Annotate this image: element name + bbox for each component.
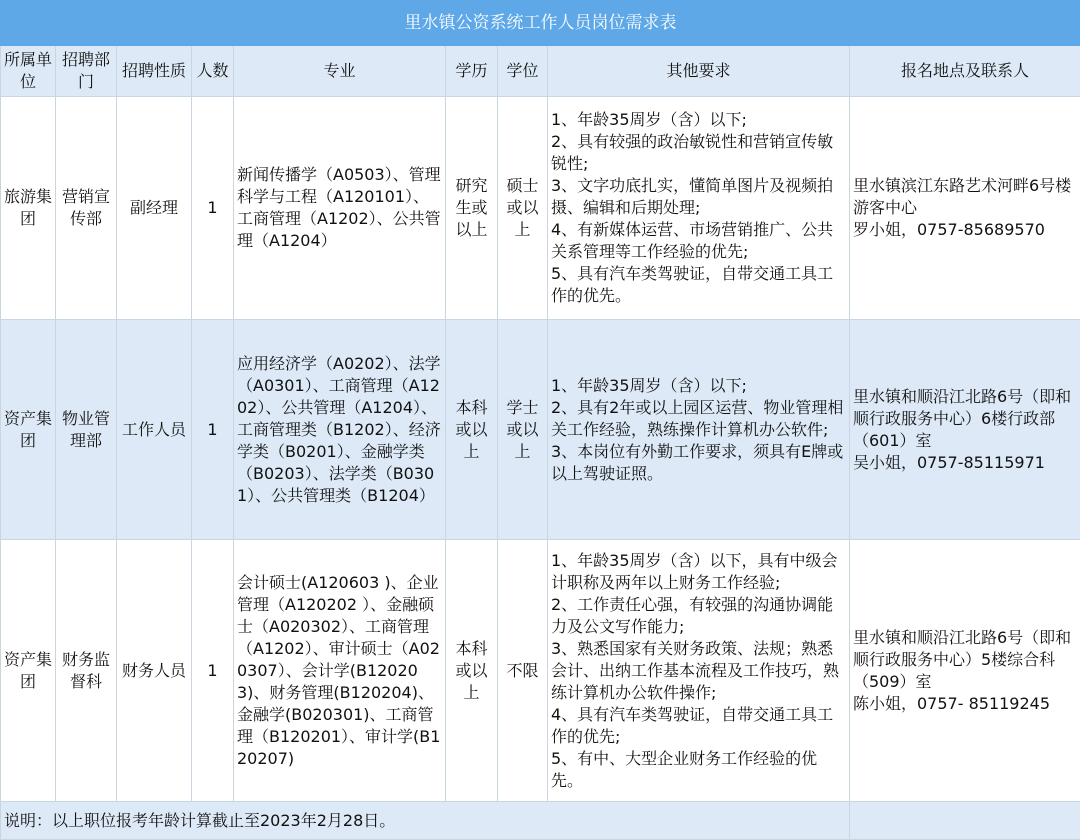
- cell-count: 1: [192, 97, 234, 320]
- cell-other: 1、年龄35周岁（含）以下，具有中级会计职称及两年以上财务工作经验; 2、工作责任心强，有较强的沟通协调能力及公文写作能力; 3、熟悉国家有关财务政策、法规；熟悉会计、出纳工作基本流程及工作技巧，熟练计算机办公软件操作; 4、具有汽车类驾驶证，自带交通工具工作的优先; 5、有中、大型企业财务工作经验的优先。: [548, 540, 850, 802]
- header-major: 专业: [234, 46, 446, 97]
- cell-major: 会计硕士(A120603 )、企业管理（A120202 ）、金融硕士（A020302）、工商管理（A1202）、审计硕士（A020307）、会计学(B120203)、财务管理(B120204)、金融学(B020301)、工商管理（B120201）、审计学(B120207): [234, 540, 446, 802]
- cell-degree: 硕士或以上: [498, 97, 548, 320]
- header-education: 学历: [446, 46, 498, 97]
- cell-nature: 财务人员: [117, 540, 192, 802]
- note-row: [1, 802, 1080, 840]
- header-count: 人数: [192, 46, 234, 97]
- header-row: [1, 46, 1080, 97]
- cell-unit: 资产集团: [1, 320, 56, 540]
- cell-unit: 旅游集团: [1, 97, 56, 320]
- cell-count: 1: [192, 320, 234, 540]
- header-contact: 报名地点及联系人: [850, 46, 1080, 97]
- table-row: [1, 97, 1080, 320]
- cell-degree: 不限: [498, 540, 548, 802]
- cell-education: 本科或以上: [446, 320, 498, 540]
- note-empty-cell: [850, 802, 1080, 840]
- cell-contact: 里水镇和顺沿江北路6号（即和顺行政服务中心）5楼综合科（509）室 陈小姐，0757- 85119245: [850, 540, 1080, 802]
- cell-dept: 财务监督科: [56, 540, 117, 802]
- cell-major: 新闻传播学（A0503）、管理科学与工程（A120101）、工商管理（A1202）、公共管理（A1204）: [234, 97, 446, 320]
- title-row: [1, 1, 1080, 46]
- cell-unit: 资产集团: [1, 540, 56, 802]
- table-row: [1, 320, 1080, 540]
- cell-nature: 工作人员: [117, 320, 192, 540]
- cell-count: 1: [192, 540, 234, 802]
- cell-education: 研究生或以上: [446, 97, 498, 320]
- table-row: [1, 540, 1080, 802]
- cell-other: 1、年龄35周岁（含）以下; 2、具有较强的政治敏锐性和营销宣传敏锐性; 3、文字功底扎实，懂简单图片及视频拍摄、编辑和后期处理; 4、有新媒体运营、市场营销推广、公共关系管理等工作经验的优先; 5、具有汽车类驾驶证，自带交通工具工作的优先。: [548, 97, 850, 320]
- header-degree: 学位: [498, 46, 548, 97]
- cell-nature: 副经理: [117, 97, 192, 320]
- cell-dept: 营销宣传部: [56, 97, 117, 320]
- cell-contact: 里水镇和顺沿江北路6号（即和顺行政服务中心）6楼行政部（601）室 吴小姐，0757-85115971: [850, 320, 1080, 540]
- cell-other: 1、年龄35周岁（含）以下; 2、具有2年或以上园区运营、物业管理相关工作经验，熟练操作计算机办公软件; 3、本岗位有外勤工作要求，须具有E牌或以上驾驶证照。: [548, 320, 850, 540]
- table-title: 里水镇公资系统工作人员岗位需求表: [1, 1, 1080, 46]
- cell-major: 应用经济学（A0202）、法学（A0301）、工商管理（A1202）、公共管理（A1204）、工商管理类（B1202）、经济学类（B0201）、金融学类（B0203）、法学类（B0301）、公共管理类（B1204）: [234, 320, 446, 540]
- cell-degree: 学士或以上: [498, 320, 548, 540]
- cell-education: 本科或以上: [446, 540, 498, 802]
- header-dept: 招聘部门: [56, 46, 117, 97]
- header-unit: 所属单位: [1, 46, 56, 97]
- header-other: 其他要求: [548, 46, 850, 97]
- cell-contact: 里水镇滨江东路艺术河畔6号楼游客中心 罗小姐，0757-85689570: [850, 97, 1080, 320]
- note-text: 说明：以上职位报考年龄计算截止至2023年2月28日。: [1, 802, 850, 840]
- header-nature: 招聘性质: [117, 46, 192, 97]
- cell-dept: 物业管理部: [56, 320, 117, 540]
